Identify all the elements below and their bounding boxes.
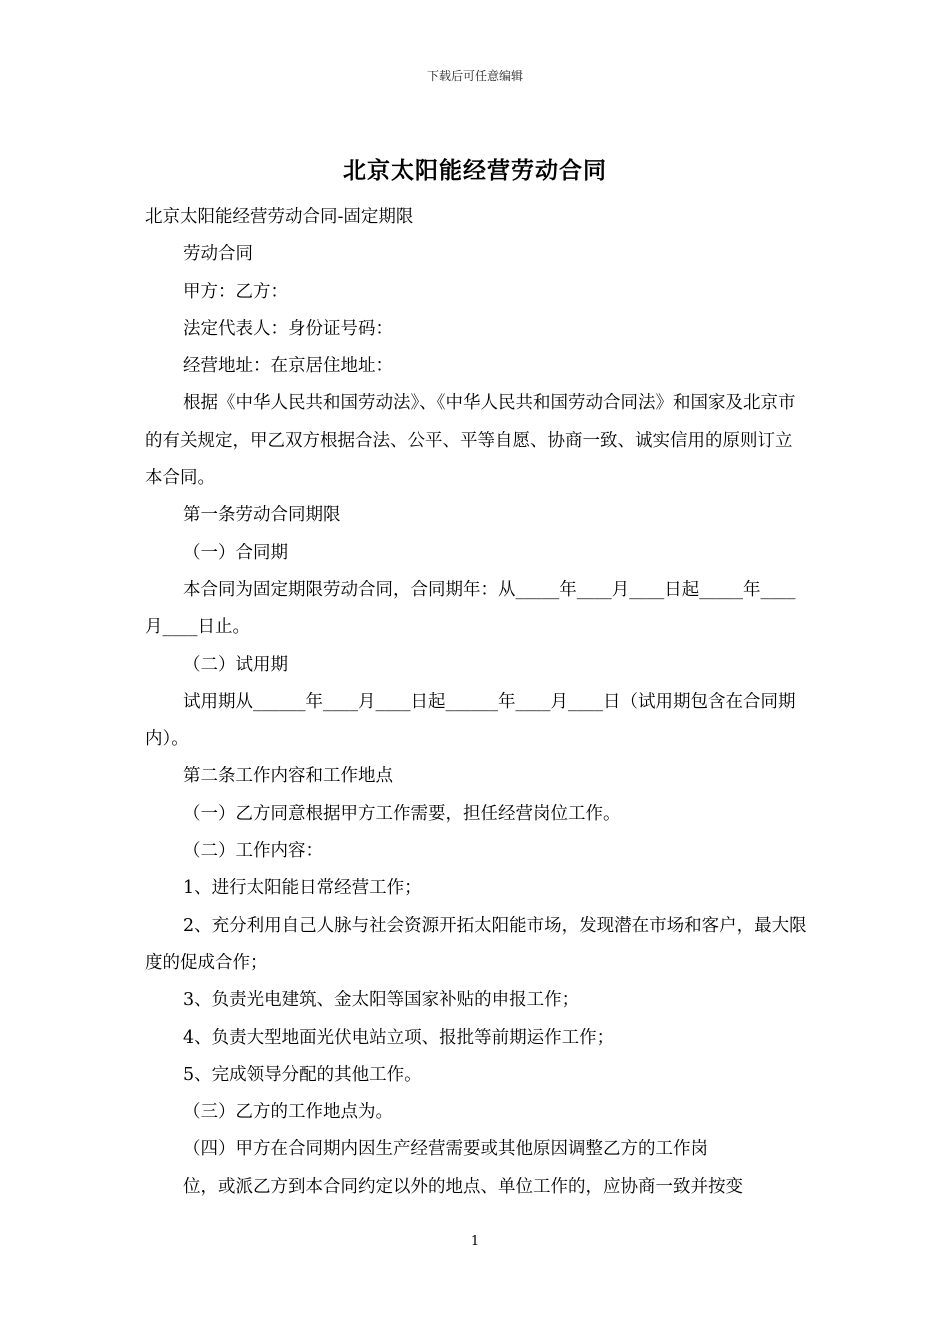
document-body [145,199,808,1206]
header-note: 下载后可任意编辑 [426,69,523,83]
paragraph: 本合同为固定期限劳动合同，合同期年：从_____年____月____日起_____年____月____日止。 [145,579,796,638]
paragraph: 4、负责大型地面光伏电站立项、报批等前期运作工作； [183,1027,615,1048]
paragraph: 根据《中华人民共和国劳动法》、《中华人民共和国劳动合同法》和国家及北京市的有关规定，甲乙双方根据合法、公平、平等自愿、协商一致、诚实信用的原则订立本合同。 [145,393,796,489]
paragraph: 2、充分利用自己人脉与社会资源开拓太阳能市场，发现潜在市场和客户，最大限度的促成合作； [145,915,807,973]
paragraph: 试用期从______年____月____日起______年____月____日（试用期包含在合同期内）。 [145,691,796,750]
paragraph: 法定代表人：身份证号码： [183,318,393,339]
paragraph: 甲方：乙方： [183,281,288,302]
paragraph: （四）甲方在合同期内因生产经营需要或其他原因调整乙方的工作岗 [183,1139,708,1160]
paragraph: 第一条劳动合同期限 [183,505,341,526]
paragraph: （二）试用期 [183,654,288,675]
paragraph: 经营地址：在京居住地址： [183,356,393,377]
paragraph: （一）乙方同意根据甲方工作需要，担任经营岗位工作。 [183,803,621,824]
paragraph: （二）工作内容： [183,841,323,862]
paragraph: 位，或派乙方到本合同约定以外的地点、单位工作的，应协商一致并按变 [183,1176,743,1197]
paragraph: （三）乙方的工作地点为。 [183,1102,393,1123]
paragraph: 北京太阳能经营劳动合同-固定期限 [145,207,414,227]
paragraph: （一）合同期 [183,542,288,563]
page-number: 1 [470,1234,480,1249]
paragraph: 劳动合同 [183,244,253,265]
paragraph: 5、完成领导分配的其他工作。 [183,1064,422,1085]
paragraph: 3、负责光电建筑、金太阳等国家补贴的申报工作； [183,990,580,1011]
paragraph: 第二条工作内容和工作地点 [183,766,393,787]
document-title: 北京太阳能经营劳动合同 [343,158,607,184]
paragraph: 1、进行太阳能日常经营工作； [183,878,422,899]
